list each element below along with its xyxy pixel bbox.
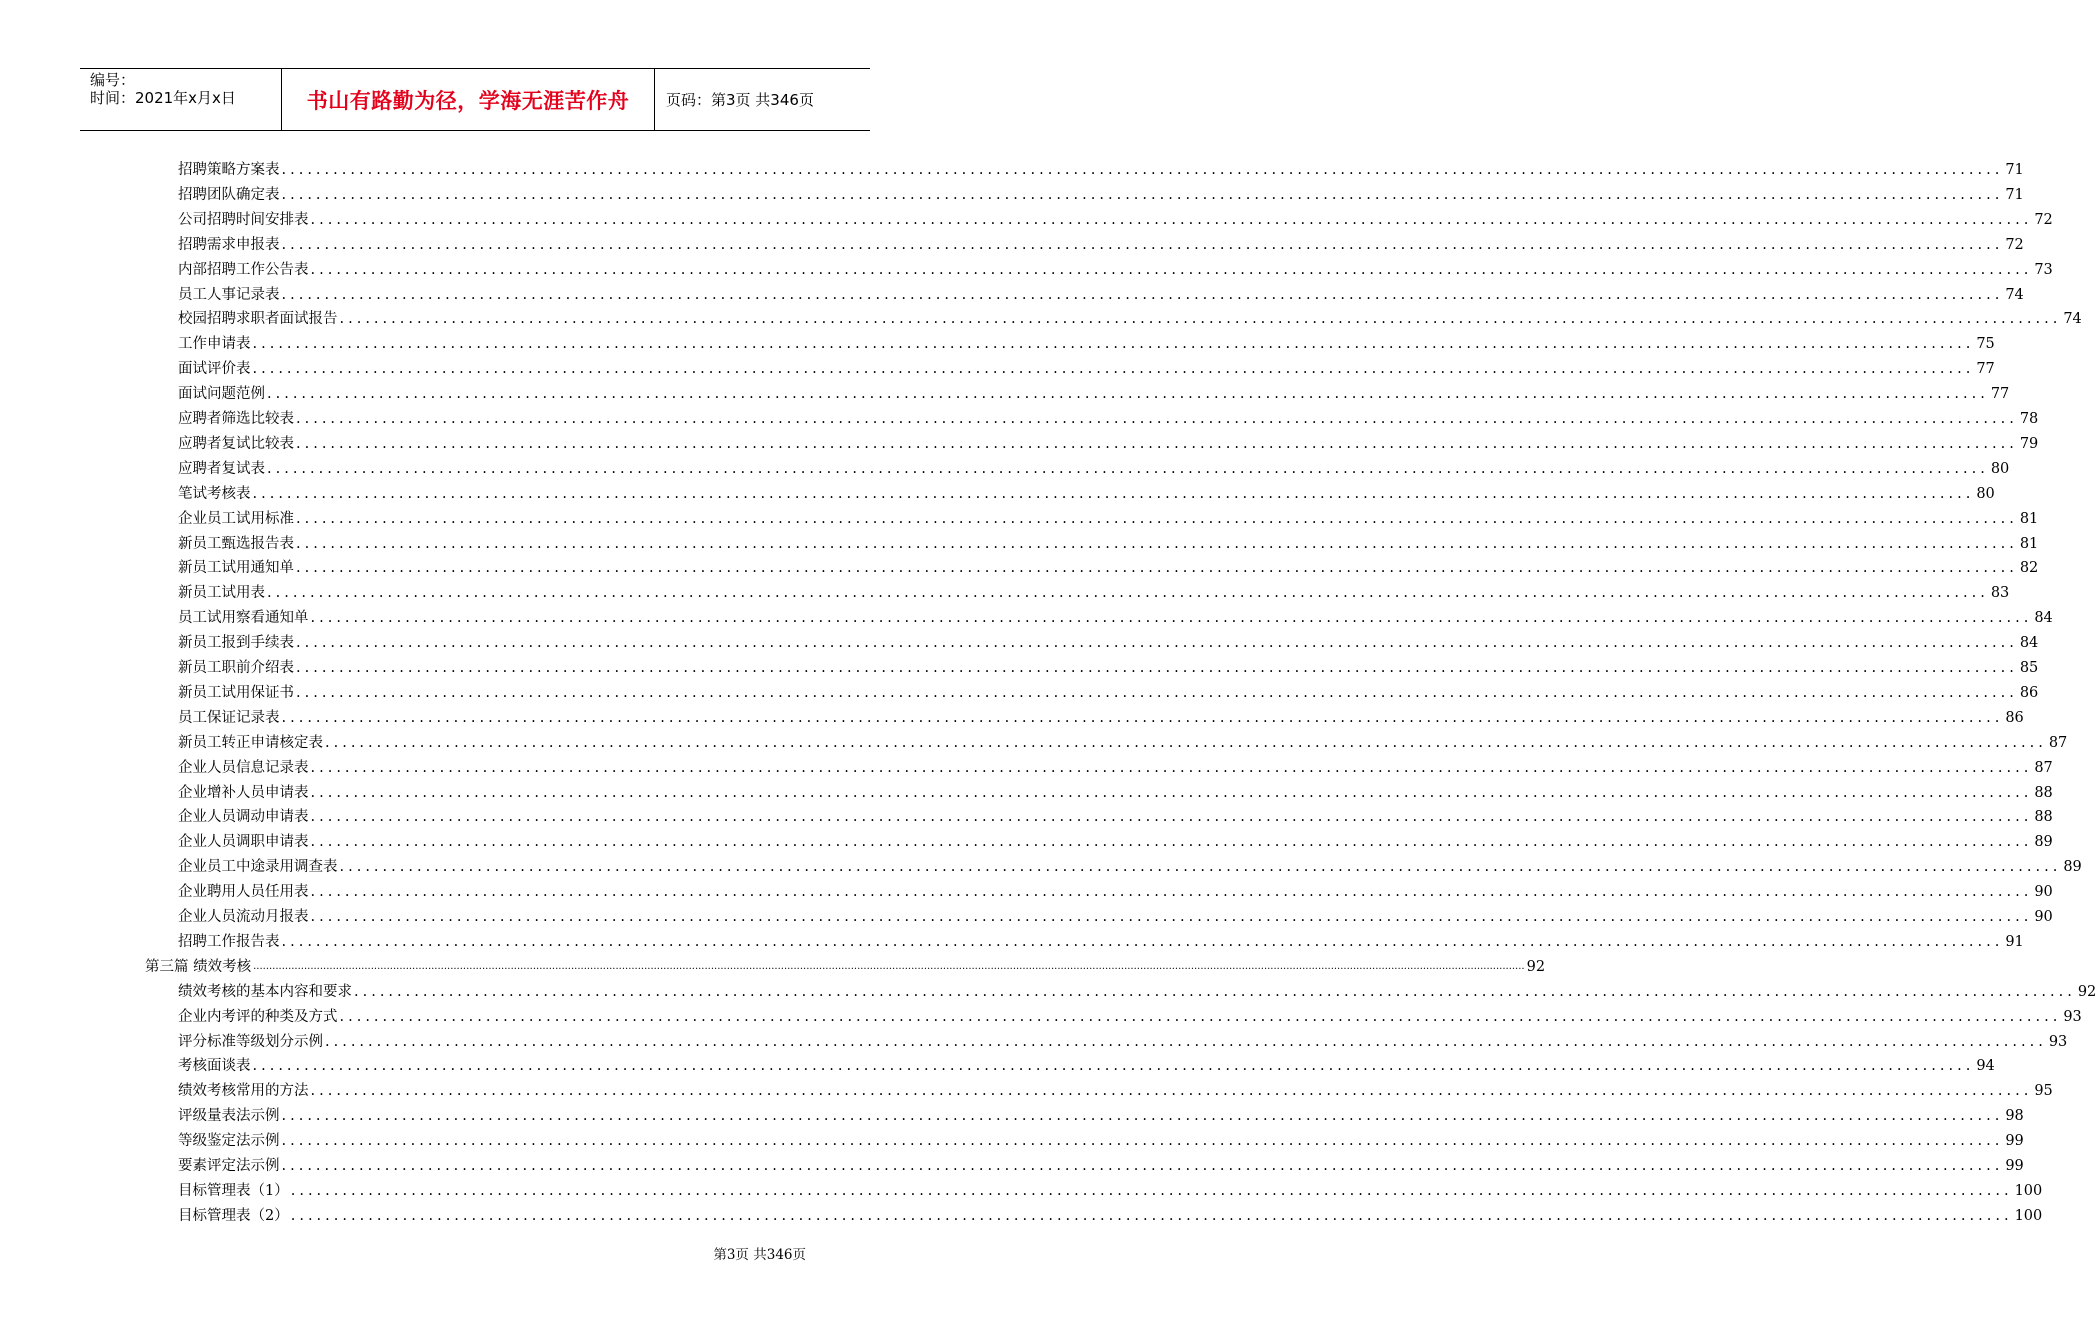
toc-entry[interactable] [178, 429, 2039, 454]
time-label: 时间：2021年x月x日 [90, 89, 236, 107]
toc-entry-title: 面试问题范例 [178, 386, 265, 403]
toc-dot-leader: ........................................................................................................................................................................................................ [339, 311, 2062, 328]
toc-entry[interactable] [178, 205, 2053, 230]
toc-entry[interactable] [178, 529, 2039, 554]
toc-entry[interactable] [178, 354, 1995, 379]
toc-dot-leader: ........................................................................................................................................................................................................ [310, 1083, 2033, 1100]
toc-entry[interactable] [178, 1151, 2024, 1176]
header-motto: 书山有路勤为径，学海无涯苦作舟 [306, 88, 630, 113]
serial-label: 编号： [90, 71, 136, 89]
toc-entry[interactable] [178, 977, 2096, 1002]
toc-entry-page: 98 [2005, 1108, 2024, 1125]
toc-dot-leader: ........................................................................................................................................................................................................ [252, 485, 1975, 502]
toc-entry-page: 74 [2063, 311, 2082, 328]
toc-entry-page: 73 [2034, 261, 2053, 278]
toc-entry-page: 89 [2034, 834, 2053, 851]
toc-entry-title: 企业员工中途录用调查表 [178, 859, 338, 876]
toc-entry-page: 92 [1526, 958, 1546, 975]
header-page-code: 页码：第3页 共346页 [666, 91, 814, 109]
toc-entry-page: 80 [1976, 485, 1995, 502]
toc-entry[interactable] [178, 578, 2010, 603]
toc-entry-page: 77 [1976, 361, 1995, 378]
toc-entry[interactable] [178, 1076, 2053, 1101]
toc-entry-page: 81 [2019, 510, 2039, 527]
toc-entry-title: 考核面谈表 [178, 1058, 251, 1075]
toc-entry[interactable] [178, 1126, 2024, 1151]
toc-dot-leader: ........................................................................................................................................................................................................ [354, 983, 2076, 1000]
toc-entry-page: 84 [2034, 610, 2053, 627]
toc-entry-page: 87 [2034, 759, 2053, 776]
toc-entry-page: 74 [2005, 286, 2024, 303]
toc-dot-leader: ........................................................................................................................................................................................................ [281, 286, 2004, 303]
toc-entry-title: 目标管理表（2） [178, 1207, 289, 1224]
toc-dot-leader: ........................................................................................................................................................................................................ [310, 834, 2033, 851]
toc-entry-page: 99 [2005, 1158, 2024, 1174]
page-header [80, 68, 870, 131]
toc-dot-leader: ........................................................................................................................................................................................................ [325, 734, 2047, 751]
toc-entry[interactable] [178, 802, 2053, 827]
toc-entry-title: 企业人员信息记录表 [178, 759, 309, 776]
toc-entry-title: 目标管理表（1） [178, 1182, 289, 1199]
toc-entry-page: 71 [2005, 162, 2024, 178]
toc-entry[interactable] [178, 703, 2024, 728]
toc-dot-leader: ........................................................................................................................................................................................................ [281, 933, 2004, 950]
toc-dot-leader: ........................................................................................................................................................................................................ [281, 162, 2004, 178]
toc-entry-page: 88 [2034, 784, 2053, 801]
toc-dot-leader: ........................................................................................................................................................................................................ [310, 759, 2033, 776]
toc-entry[interactable] [178, 678, 2039, 703]
header-divider [654, 69, 655, 130]
toc-dot-leader: ........................................................................................................................................................................................................ [339, 1008, 2062, 1025]
toc-dot-leader: ........................................................................................................................................................................................................ [296, 435, 2018, 452]
toc-entry-page: 80 [1990, 460, 2010, 477]
toc-entry-title: 新员工甄选报告表 [178, 535, 294, 552]
toc-entry-title: 员工试用察看通知单 [178, 610, 309, 627]
toc-dot-leader: ........................................................................................................................................................................................................ [296, 411, 2018, 427]
toc-entry-title: 要素评定法示例 [178, 1158, 280, 1174]
toc-entry[interactable] [178, 504, 2039, 529]
toc-entry-page: 72 [2034, 211, 2053, 228]
toc-entry[interactable] [178, 753, 2053, 778]
toc-entry-title: 绩效考核常用的方法 [178, 1083, 309, 1100]
toc-entry-page: 99 [2005, 1133, 2024, 1150]
toc-entry-title: 新员工试用保证书 [178, 684, 294, 701]
toc-entry-title: 第三篇 绩效考核 [145, 958, 252, 975]
header-meta [90, 71, 280, 107]
toc-entry[interactable] [178, 155, 2024, 180]
toc-entry[interactable] [178, 454, 2010, 479]
toc-dot-leader: ........................................................................................................................................................................................................ [296, 510, 2018, 527]
toc-entry-title: 招聘团队确定表 [178, 186, 280, 203]
toc-entry[interactable] [178, 1051, 1995, 1076]
toc-entry[interactable] [178, 304, 2082, 329]
toc-entry-title: 新员工职前介绍表 [178, 660, 294, 676]
toc-dot-leader: ........................................................................................................................................................................................................ [296, 635, 2018, 652]
toc-entry-page: 93 [2063, 1008, 2082, 1025]
toc-dot-leader: ........................................................................................................................................................................................................ [267, 585, 1989, 602]
toc-entry-title: 新员工试用表 [178, 585, 265, 602]
toc-entry-title: 新员工转正申请核定表 [178, 734, 323, 751]
toc-dot-leader: ........................................................................................................................................................................................................ [310, 809, 2033, 826]
toc-dot-leader: ................................................................................................................................................................................................................................................................................................................................................................................................................ [253, 960, 1525, 972]
toc-dot-leader: ........................................................................................................................................................................................................ [310, 211, 2033, 228]
toc-entry[interactable] [178, 1176, 2043, 1201]
toc-entry-title: 校园招聘求职者面试报告 [178, 311, 338, 328]
toc-entry-title: 招聘策略方案表 [178, 162, 280, 178]
toc-entry-title: 招聘工作报告表 [178, 933, 280, 950]
toc-entry-page: 72 [2005, 236, 2024, 253]
toc-section-entry[interactable] [145, 952, 1546, 977]
toc-entry[interactable] [178, 180, 2024, 205]
page-footer: 第3页 共346页 [713, 1247, 806, 1263]
toc-entry-page: 92 [2077, 983, 2096, 1000]
toc-entry[interactable] [178, 404, 2039, 429]
toc-entry-page: 86 [2019, 684, 2039, 701]
toc-entry-title: 绩效考核的基本内容和要求 [178, 983, 352, 1000]
toc-entry-title: 招聘需求申报表 [178, 236, 280, 253]
toc-entry-title: 企业员工试用标准 [178, 510, 294, 527]
toc-dot-leader: ........................................................................................................................................................................................................ [252, 361, 1975, 378]
toc-entry-title: 企业人员调动申请表 [178, 809, 309, 826]
toc-dot-leader: ........................................................................................................................................................................................................ [267, 386, 1989, 403]
toc-entry-page: 90 [2034, 909, 2053, 925]
toc-entry-page: 88 [2034, 809, 2053, 826]
toc-entry-title: 员工人事记录表 [178, 286, 280, 303]
toc-dot-leader: ........................................................................................................................................................................................................ [296, 560, 2018, 577]
toc-dot-leader: ........................................................................................................................................................................................................ [281, 1133, 2004, 1150]
toc-entry-title: 内部招聘工作公告表 [178, 261, 309, 278]
toc-entry-page: 79 [2019, 435, 2039, 452]
toc-entry-page: 91 [2005, 933, 2024, 950]
toc-dot-leader: ........................................................................................................................................................................................................ [296, 660, 2018, 676]
toc-dot-leader: ........................................................................................................................................................................................................ [290, 1182, 2013, 1199]
toc-entry-page: 94 [1976, 1058, 1995, 1075]
toc-entry[interactable] [178, 479, 1995, 504]
toc-dot-leader: ........................................................................................................................................................................................................ [310, 610, 2033, 627]
toc-dot-leader: ........................................................................................................................................................................................................ [252, 1058, 1975, 1075]
toc-entry-page: 84 [2019, 635, 2039, 652]
toc-entry-title: 评分标准等级划分示例 [178, 1033, 323, 1050]
toc-entry-page: 93 [2048, 1033, 2068, 1050]
toc-entry-page: 81 [2019, 535, 2039, 552]
toc-entry[interactable] [178, 1201, 2043, 1226]
toc-entry-page: 85 [2019, 660, 2039, 676]
toc-dot-leader: ........................................................................................................................................................................................................ [296, 535, 2018, 552]
toc-entry[interactable] [178, 379, 2010, 404]
toc-entry-page: 77 [1990, 386, 2010, 403]
toc-entry-page: 82 [2019, 560, 2039, 577]
toc-dot-leader: ........................................................................................................................................................................................................ [281, 1108, 2004, 1125]
toc-entry-title: 新员工试用通知单 [178, 560, 294, 577]
toc-entry[interactable] [178, 280, 2024, 305]
toc-entry-page: 100 [2014, 1207, 2043, 1224]
toc-entry-title: 员工保证记录表 [178, 709, 280, 726]
toc-dot-leader: ........................................................................................................................................................................................................ [281, 709, 2004, 726]
toc-entry-title: 新员工报到手续表 [178, 635, 294, 652]
toc-dot-leader: ........................................................................................................................................................................................................ [310, 909, 2033, 925]
toc-entry-title: 应聘者复试比较表 [178, 435, 294, 452]
toc-entry[interactable] [178, 628, 2039, 653]
toc-entry[interactable] [178, 653, 2039, 678]
toc-dot-leader: ........................................................................................................................................................................................................ [281, 236, 2004, 253]
toc-entry[interactable] [178, 877, 2053, 902]
toc-entry[interactable] [178, 255, 2053, 280]
toc-entry-title: 企业增补人员申请表 [178, 784, 309, 801]
toc-dot-leader: ........................................................................................................................................................................................................ [310, 261, 2033, 278]
toc-entry-page: 89 [2063, 859, 2082, 876]
toc-entry-page: 83 [1990, 585, 2010, 602]
toc-entry[interactable] [178, 852, 2082, 877]
toc-dot-leader: ........................................................................................................................................................................................................ [296, 684, 2018, 701]
toc-entry-title: 企业人员调职申请表 [178, 834, 309, 851]
toc-entry-page: 87 [2048, 734, 2068, 751]
toc-entry[interactable] [178, 927, 2024, 952]
toc-entry-page: 95 [2034, 1083, 2053, 1100]
toc-entry-page: 90 [2034, 884, 2053, 901]
toc-entry[interactable] [178, 827, 2053, 852]
toc-entry-title: 企业聘用人员任用表 [178, 884, 309, 901]
toc-entry-page: 78 [2019, 411, 2039, 427]
toc-dot-leader: ........................................................................................................................................................................................................ [252, 336, 1975, 353]
toc-entry[interactable] [178, 728, 2068, 753]
toc-entry[interactable] [178, 230, 2024, 255]
toc-dot-leader: ........................................................................................................................................................................................................ [339, 859, 2062, 876]
toc-entry[interactable] [178, 902, 2053, 927]
toc-entry[interactable] [178, 553, 2039, 578]
toc-entry-title: 面试评价表 [178, 361, 251, 378]
toc-entry[interactable] [178, 603, 2053, 628]
toc-dot-leader: ........................................................................................................................................................................................................ [281, 186, 2004, 203]
toc-entry-page: 100 [2014, 1182, 2043, 1199]
toc-dot-leader: ........................................................................................................................................................................................................ [290, 1207, 2013, 1224]
toc-dot-leader: ........................................................................................................................................................................................................ [267, 460, 1989, 477]
toc-entry-title: 评级量表法示例 [178, 1108, 280, 1125]
toc-entry-title: 工作申请表 [178, 336, 251, 353]
toc-entry[interactable] [178, 778, 2053, 803]
toc-entry[interactable] [178, 329, 1995, 354]
toc-entry-title: 应聘者复试表 [178, 460, 265, 477]
toc-entry-title: 企业人员流动月报表 [178, 909, 309, 925]
toc-entry-page: 75 [1976, 336, 1995, 353]
toc-entry[interactable] [178, 1101, 2024, 1126]
toc-entry-title: 等级鉴定法示例 [178, 1133, 280, 1150]
toc-dot-leader: ........................................................................................................................................................................................................ [310, 884, 2033, 901]
toc-entry-title: 企业内考评的种类及方式 [178, 1008, 338, 1025]
toc-entry[interactable] [178, 1002, 2082, 1027]
toc-entry-page: 86 [2005, 709, 2024, 726]
toc-dot-leader: ........................................................................................................................................................................................................ [325, 1033, 2047, 1050]
toc-entry-title: 应聘者筛选比较表 [178, 411, 294, 427]
toc-entry-title: 笔试考核表 [178, 485, 251, 502]
toc-dot-leader: ........................................................................................................................................................................................................ [310, 784, 2033, 801]
toc-entry-title: 公司招聘时间安排表 [178, 211, 309, 228]
toc-entry-page: 71 [2005, 186, 2024, 203]
toc-dot-leader: ........................................................................................................................................................................................................ [281, 1158, 2004, 1174]
toc-entry[interactable] [178, 1027, 2068, 1052]
